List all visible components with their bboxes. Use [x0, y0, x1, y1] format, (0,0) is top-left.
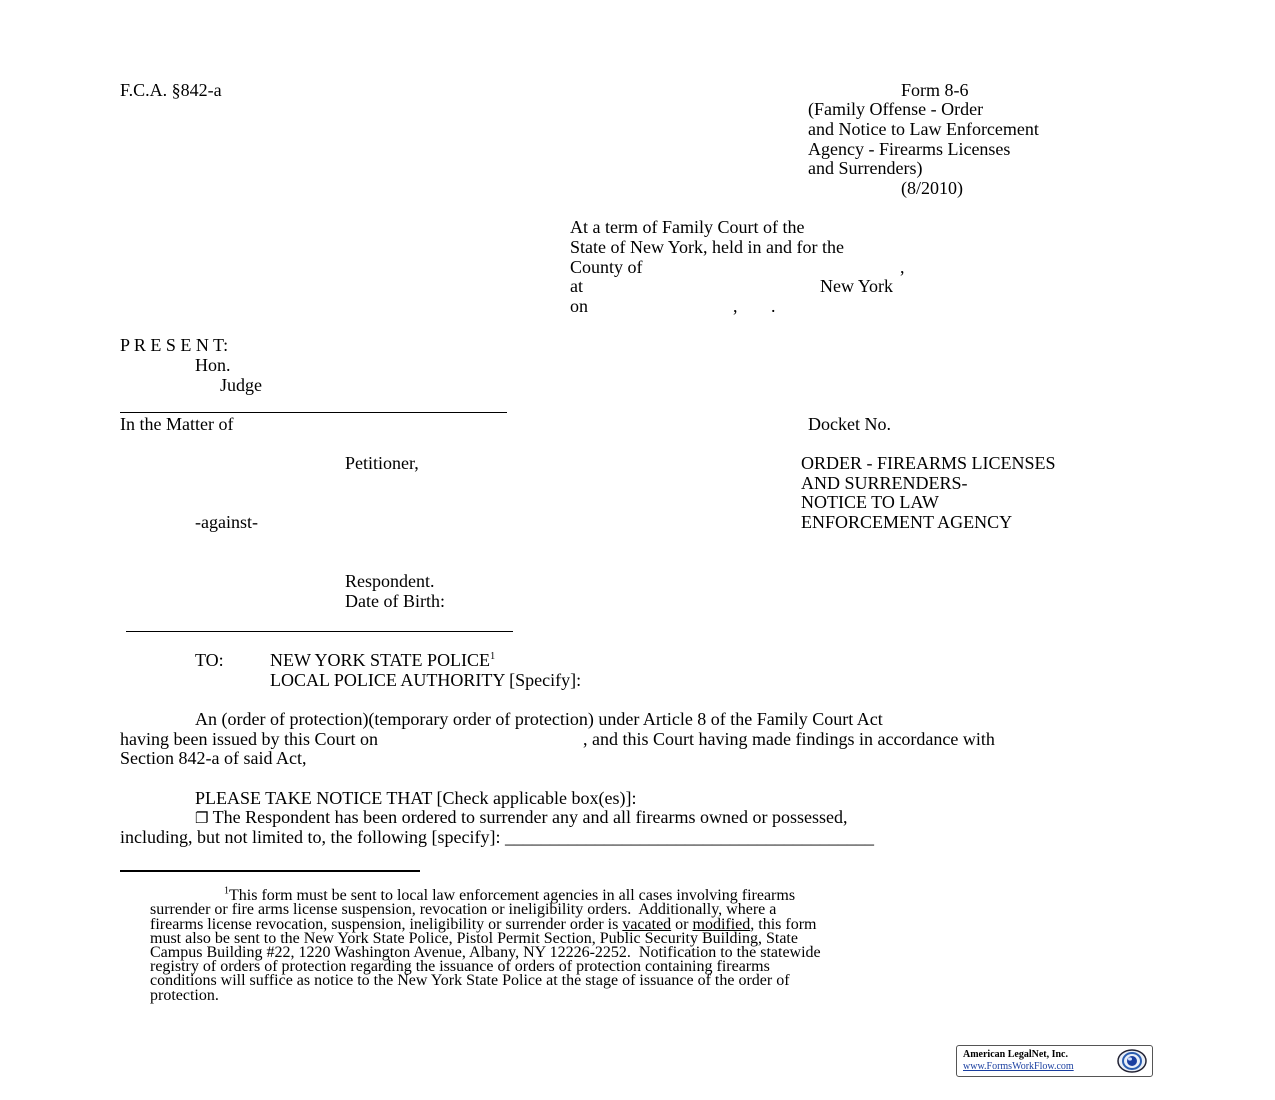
- county-comma: ,: [900, 257, 905, 277]
- order-title-line: ENFORCEMENT AGENCY: [801, 512, 1013, 532]
- surrender-item-text: The Respondent has been ordered to surrender any and all firearms owned or possessed,: [212, 807, 848, 827]
- surrender-item-line: including, but not limited to, the following [specify]: _________________________________________: [120, 827, 874, 847]
- notice-heading: PLEASE TAKE NOTICE THAT [Check applicable box(es)]:: [195, 788, 637, 808]
- date-comma: ,: [733, 296, 738, 316]
- statute-reference: F.C.A. §842-a: [120, 80, 222, 100]
- on-label: on: [570, 296, 588, 316]
- in-the-matter-of: In the Matter of: [120, 414, 234, 434]
- surrender-item: [195, 808, 847, 829]
- against-label: -against-: [195, 512, 258, 532]
- respondent-label: Respondent.: [345, 571, 435, 591]
- footnote-marker: 1: [224, 885, 229, 897]
- body-paragraph-line: Section 842-a of said Act,: [120, 748, 307, 768]
- hon-label: Hon.: [195, 355, 231, 375]
- at-label: at: [570, 276, 583, 296]
- caption-bottom-rule: [126, 631, 513, 632]
- vacated-text: vacated: [622, 916, 672, 933]
- footnote-line: Campus Building #22, 1220 Washington Avenue, Albany, NY 12226-2252. Notification to the statewide: [150, 944, 821, 961]
- to-state-police-text: NEW YORK STATE POLICE: [270, 650, 491, 670]
- american-legalnet-logo[interactable]: [956, 1045, 1153, 1077]
- form-description-line: Agency - Firearms Licenses: [808, 139, 1011, 159]
- body-paragraph-line: , and this Court having made findings in accordance with: [583, 729, 995, 749]
- body-paragraph-line: having been issued by this Court on: [120, 729, 378, 749]
- checkbox[interactable]: ❐: [195, 809, 209, 827]
- order-title-line: NOTICE TO LAW: [801, 492, 939, 512]
- globe-icon: [1116, 1048, 1148, 1074]
- term-line: State of New York, held in and for the: [570, 237, 844, 257]
- footnote-line: surrender or fire arms license suspension, revocation or ineligibility orders. Additionally, where a: [150, 901, 777, 918]
- form-description-line: (Family Offense - Order: [808, 99, 984, 119]
- footnote-line: registry of orders of protection regarding the issuance of orders of protection containing firearms: [150, 958, 770, 975]
- footnote-separator: [120, 870, 420, 872]
- to-local-police: LOCAL POLICE AUTHORITY [Specify]:: [270, 670, 582, 690]
- footnote-line: must also be sent to the New York State Police, Pistol Permit Section, Public Security Building, State: [150, 930, 798, 947]
- caption-top-rule: [120, 412, 507, 413]
- form-description-line: and Notice to Law Enforcement: [808, 119, 1039, 139]
- county-label: County of: [570, 257, 643, 277]
- state-label: New York: [820, 276, 894, 296]
- date-period: .: [771, 296, 776, 316]
- footnote-line: protection.: [150, 987, 219, 1004]
- logo-company-name: American LegalNet, Inc.: [963, 1049, 1068, 1060]
- body-paragraph-line: An (order of protection)(temporary order of protection) under Article 8 of the Family Court Act: [195, 709, 883, 729]
- form-number: Form 8-6: [901, 80, 969, 100]
- date-of-birth-label: Date of Birth:: [345, 591, 445, 611]
- term-line: At a term of Family Court of the: [570, 217, 805, 237]
- footnote-reference: 1: [490, 651, 496, 662]
- order-title-line: AND SURRENDERS-: [801, 473, 968, 493]
- footnote-line: conditions will suffice as notice to the New York State Police at the stage of issuance of the order of: [150, 972, 790, 989]
- petitioner-label: Petitioner,: [345, 453, 419, 473]
- to-label: TO:: [195, 650, 224, 670]
- order-title-line: ORDER - FIREARMS LICENSES: [801, 453, 1056, 473]
- modified-text: modified: [692, 916, 751, 933]
- to-state-police: [270, 651, 495, 671]
- logo-url-link[interactable]: www.FormsWorkFlow.com: [963, 1061, 1074, 1072]
- footnote-text: or: [671, 916, 693, 933]
- judge-label: Judge: [220, 375, 262, 395]
- docket-number-label: Docket No.: [808, 414, 891, 434]
- footnote-text: firearms license revocation, suspension, ineligibility or surrender order is: [150, 916, 623, 933]
- form-description-line: and Surrenders): [808, 158, 923, 178]
- footnote-text: , this form: [750, 916, 817, 933]
- footnote-text: This form must be sent to local law enforcement agencies in all cases involving firearms: [229, 887, 796, 904]
- form-date: (8/2010): [901, 178, 963, 198]
- present-label: P R E S E N T:: [120, 335, 229, 355]
